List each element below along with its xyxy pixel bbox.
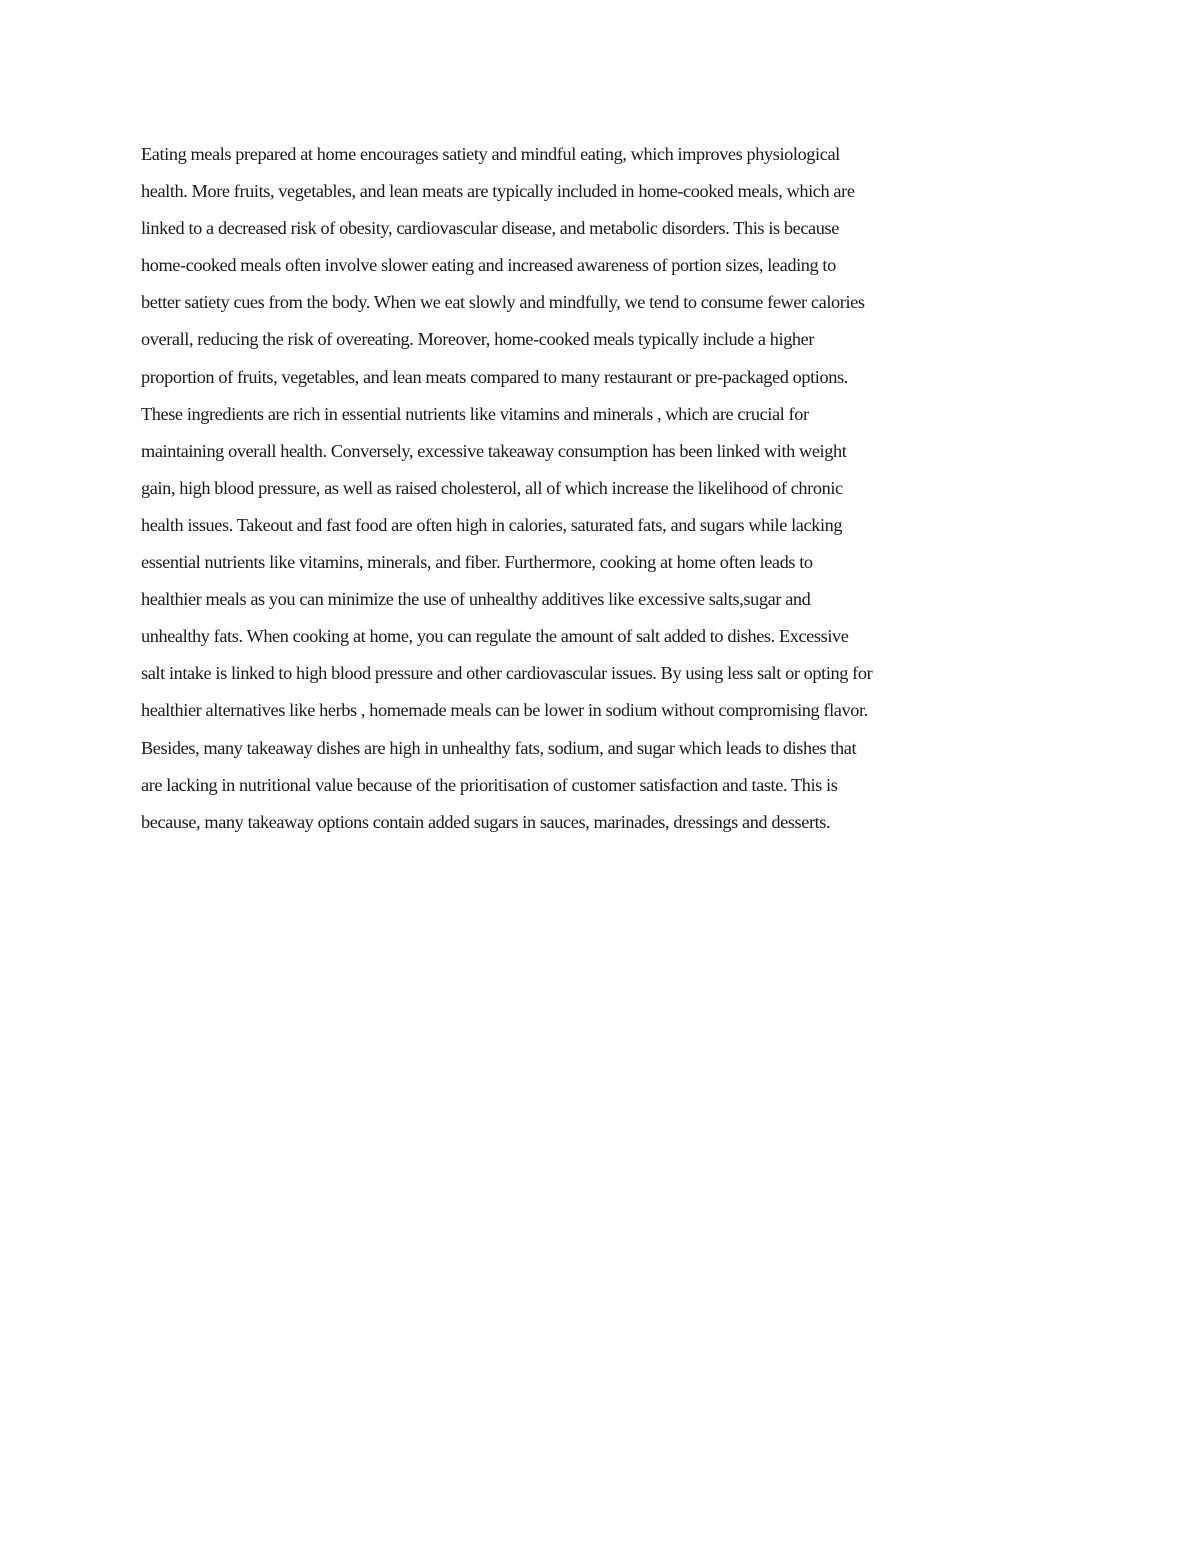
paragraph-line: linked to a decreased risk of obesity, cardiovascular disease, and metabolic disorders. This is because — [141, 218, 839, 239]
paragraph-line: better satiety cues from the body. When we eat slowly and mindfully, we tend to consume fewer calories — [141, 292, 865, 313]
paragraph-line: essential nutrients like vitamins, minerals, and fiber. Furthermore, cooking at home often leads to — [141, 552, 813, 573]
paragraph-line: Besides, many takeaway dishes are high in unhealthy fats, sodium, and sugar which leads to dishes that — [141, 737, 857, 758]
body-paragraph — [141, 136, 1081, 841]
paragraph-line: proportion of fruits, vegetables, and lean meats compared to many restaurant or pre-packaged options. — [141, 366, 848, 387]
paragraph-line: healthier meals as you can minimize the use of unhealthy additives like excessive salts,sugar and — [141, 589, 811, 610]
paragraph-line: These ingredients are rich in essential nutrients like vitamins and minerals , which are crucial for — [141, 403, 809, 424]
paragraph-line: health. More fruits, vegetables, and lean meats are typically included in home-cooked meals, which are — [141, 181, 855, 202]
paragraph-line: gain, high blood pressure, as well as raised cholesterol, all of which increase the likelihood of chronic — [141, 477, 843, 498]
paragraph-line: health issues. Takeout and fast food are often high in calories, saturated fats, and sugars while lacking — [141, 514, 843, 535]
paragraph-line: healthier alternatives like herbs , homemade meals can be lower in sodium without compromising flavor. — [141, 700, 868, 721]
paragraph-line: unhealthy fats. When cooking at home, you can regulate the amount of salt added to dishes. Excessive — [141, 626, 849, 647]
paragraph-line: maintaining overall health. Conversely, excessive takeaway consumption has been linked with weight — [141, 440, 847, 461]
paragraph-line: overall, reducing the risk of overeating. Moreover, home-cooked meals typically include a higher — [141, 329, 815, 350]
paragraph-line: Eating meals prepared at home encourages satiety and mindful eating, which improves physiological — [141, 144, 840, 164]
paragraph-line: are lacking in nutritional value because of the prioritisation of customer satisfaction and taste. This is — [141, 774, 838, 795]
paragraph-line: home-cooked meals often involve slower eating and increased awareness of portion sizes, leading to — [141, 255, 836, 276]
paragraph-line: salt intake is linked to high blood pressure and other cardiovascular issues. By using less salt or opting for — [141, 663, 873, 684]
paragraph-line: because, many takeaway options contain added sugars in sauces, marinades, dressings and desserts. — [141, 811, 831, 832]
